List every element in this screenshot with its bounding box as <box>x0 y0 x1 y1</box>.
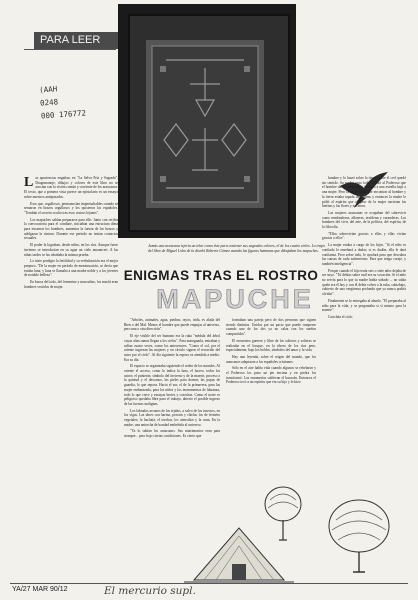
column-paragraph: hombre y lo lanzó sobre la tierra y dile el cerf quedó sin sentido. Su madre supo todo y pidió al Poderoso que el hombre dar a compañía y tocando a una estrella bajó a una mujer. Pero la mujer tenía que encontrar al hombre y la tierra estaba tapada de piedras y entonces la madre le pidió al espíritu que al paso de la mujer nacieran las hierbas y las flores y nacieron. <box>322 176 406 209</box>
column-paragraph: "Árboles, animales, agua, piedras, rayos, trida, es alada del Bien o del Mal. Menos el hombre que puede empujar al universo, pero una o otra dirección". <box>124 318 220 332</box>
tree-illustration <box>324 498 394 574</box>
article-column-1 <box>24 176 118 576</box>
footer-rule <box>10 583 408 584</box>
column-paragraph: Las mujeres araucanas se ocupaban del sobrevivir como sembradoras, alfareras, textileras y curanderas. Los hombres del vivir, del arte, de la política, del espíritu, de la filosofía. <box>322 210 406 230</box>
column-paragraph: El poder la lograban, desde niños, en los ríos. Aunque fuese invierno se introducían en su agua un cielo amaneceri. A las niñas tardes se las rebañaba la misma prueba. <box>24 243 118 257</box>
column-paragraph: Porque cuando el hijo tenía seis o siete años dejaba de ser suyo. "Tú debías saber cuál era su vocación. Si el niño no servía para lo que tu madre había soñado ... no sabía quién era él hoy y con él debía volver a la ruka, cabizbajo, cubierto de una vergüenza profunda que ya nunca podría olvidar". <box>322 268 406 297</box>
column-paragraph: Finalmente se lo entregaba al abuelo. "El preparaba al niño para la vida, y se preguntaba si sí mismo para la muerte". <box>322 298 406 313</box>
section-rule <box>24 49 116 50</box>
column-paragraph: Los mapuches sabían prepararse para ello. Junto con recibir la convocatoria para el combate, iniciaban una estructura dieta para encarnar los hombres, aumentar la fuerza de los brazos y adelgazar la cintura. Durante ese período no tenían contactos sexuales. <box>24 217 118 241</box>
article-headline: ENIGMAS TRAS EL ROSTRO <box>123 268 319 283</box>
handwritten-note-line: 0248 <box>39 97 59 108</box>
section-label: PARA LEER <box>34 32 120 49</box>
column-paragraph: formaban una pareja pero de dos personas que siguen siendo distintas. Unidos por un pacto que puede romperse cuando uno de los dos ya no calza con los sueños compartidos". <box>226 318 316 337</box>
ruka-hut-illustration <box>184 520 294 586</box>
column-paragraph: as apariencias engañan, en "La Selva Fría y Sagrada". Dragomanoje, dibujos y colores de este libro no se asocian con la visión común y corriente de los araucanos. El texto, que a primera vista parece un epistolario es un ensayo sobre nuestros antepasados. <box>24 176 118 199</box>
column-paragraph: Concluía el ciclo. <box>328 314 354 319</box>
footer-publication-signature: El mercurio supl. <box>104 585 196 597</box>
column-paragraph: Esos que, orgullosos, permanecían imperturbables cuando se sentaron en brazos orgullosos y los quisieron los españoles. "Tendrán el secreto oculto tras esos rostros lejanos". <box>24 201 118 215</box>
column-paragraph: Hay una leyenda, sobre el origen del mundo, que los araucanos adaptaron a los españoles cristianos: <box>226 354 316 364</box>
column-paragraph: La triste prodigio la fertilidad y su verbalización era el mejor prepozo. "De la mujer en período de menstruación, se decía que estaba luna; y luna se llamaba a una madre noble y a los jóvenes de notable belleza". <box>24 259 118 278</box>
column-paragraph: Sólo en el aire había vida cuando algunos se rebelaron y el Poderoso los puso un pie encima y en piedra los transformó. Las enramerías sublevan el huracán. Entonces el Poderoso tocó a un espíritu que era su hijo y lo hizo <box>226 366 316 385</box>
photo-caption: Jamás una araucana tejería un telar como éste para contener sus sagrados colores, el de los cuatro cielos. Lo trapo del libro de Miguel Lobo de la diseñó Roberto Gómez usando las figuras humanas que dibujaban los mapuches. <box>148 244 325 253</box>
handwritten-note-line: 000 176772 <box>40 108 87 121</box>
article-column-3 <box>226 318 316 508</box>
mapuche-textile-illustration <box>146 40 264 208</box>
handwritten-note-line: (AAH <box>38 84 58 95</box>
handwritten-archive-note <box>39 80 87 122</box>
column-paragraph: El eje visible del ser humano era la ruka "médula del árbol cuyas altas ramas llegan a los cielos". Para maseguarla, entraban y salían cuatro veces, como los antecesores. "Como el sol, por el oriente ingresan las mujeres y en círculo siguen el recorrido del astro por el cielo". Al día siguiente la espesa va atendida a medio. Era su día. <box>124 334 220 362</box>
column-paragraph: "Ellos sobrevivían gracias a ellas y ellas vivían gracias a ellos". <box>322 231 406 241</box>
drop-cap: L <box>24 176 34 190</box>
column-paragraph: La mujer estaba a cargo de los hijos. "Si el niño es confiado le enseñará a dudar; si es dudón, ella le dará confianza. Pero sobre todo, le ayudará para que descubra las causas de cada sufrimiento. Para que tenga coraje, y también inteligencia". <box>322 243 406 266</box>
column-paragraph: "Ya lo sabían los araucanos. Sus matrimonios eran para siempre... pero bajo ciertas condiciones. Es cierto que <box>124 429 220 439</box>
article-subheadline: MAPUCHE <box>156 284 314 314</box>
column-paragraph: Los labrados arcanos de los tejidos, a salvo de los insectos, en los vigas. Las ubres con harina, porotos y chicha; los de fermeto vegetales; la hachaía, el torobur, los utensilios y la cuna. En la madre, una antorcha de bondad embebida al universo. <box>124 408 220 427</box>
footer-date: YA/27 MAR 90/12 <box>12 586 68 593</box>
column-paragraph: En busca del todo, del femenino y masculino, los machi eran hombres vestidos de mujer. <box>24 280 118 289</box>
column-paragraph: El encuentro guerero y libre de los solteros y solteras se realizaba en el bosque, en la ribera de los ríos pero, especialmente, bajo los boldos, símbolos del amor y la vida. <box>226 338 316 353</box>
column-paragraph: El espacio se organizaba siguiendo el orden de los mundos. Al oriente el acceso, como lo indica la luna, el lucero, todos los astros: el poniente, símbolo del invierno y de la muerte, proceso a la quietud y el descanso, las pieles para dormir, las popas de guardia, lo que reposa. Hacia el sur, el de la primavera, para las mujer embarazada, para los niños y los instrumentos de labranza, todo lo que crece y ensayas brotes y cosechas. Como el norte es peligroso quedaba libre para el trabajo, abierto el posible ingreso de las fuerzas malignas. <box>124 364 220 406</box>
